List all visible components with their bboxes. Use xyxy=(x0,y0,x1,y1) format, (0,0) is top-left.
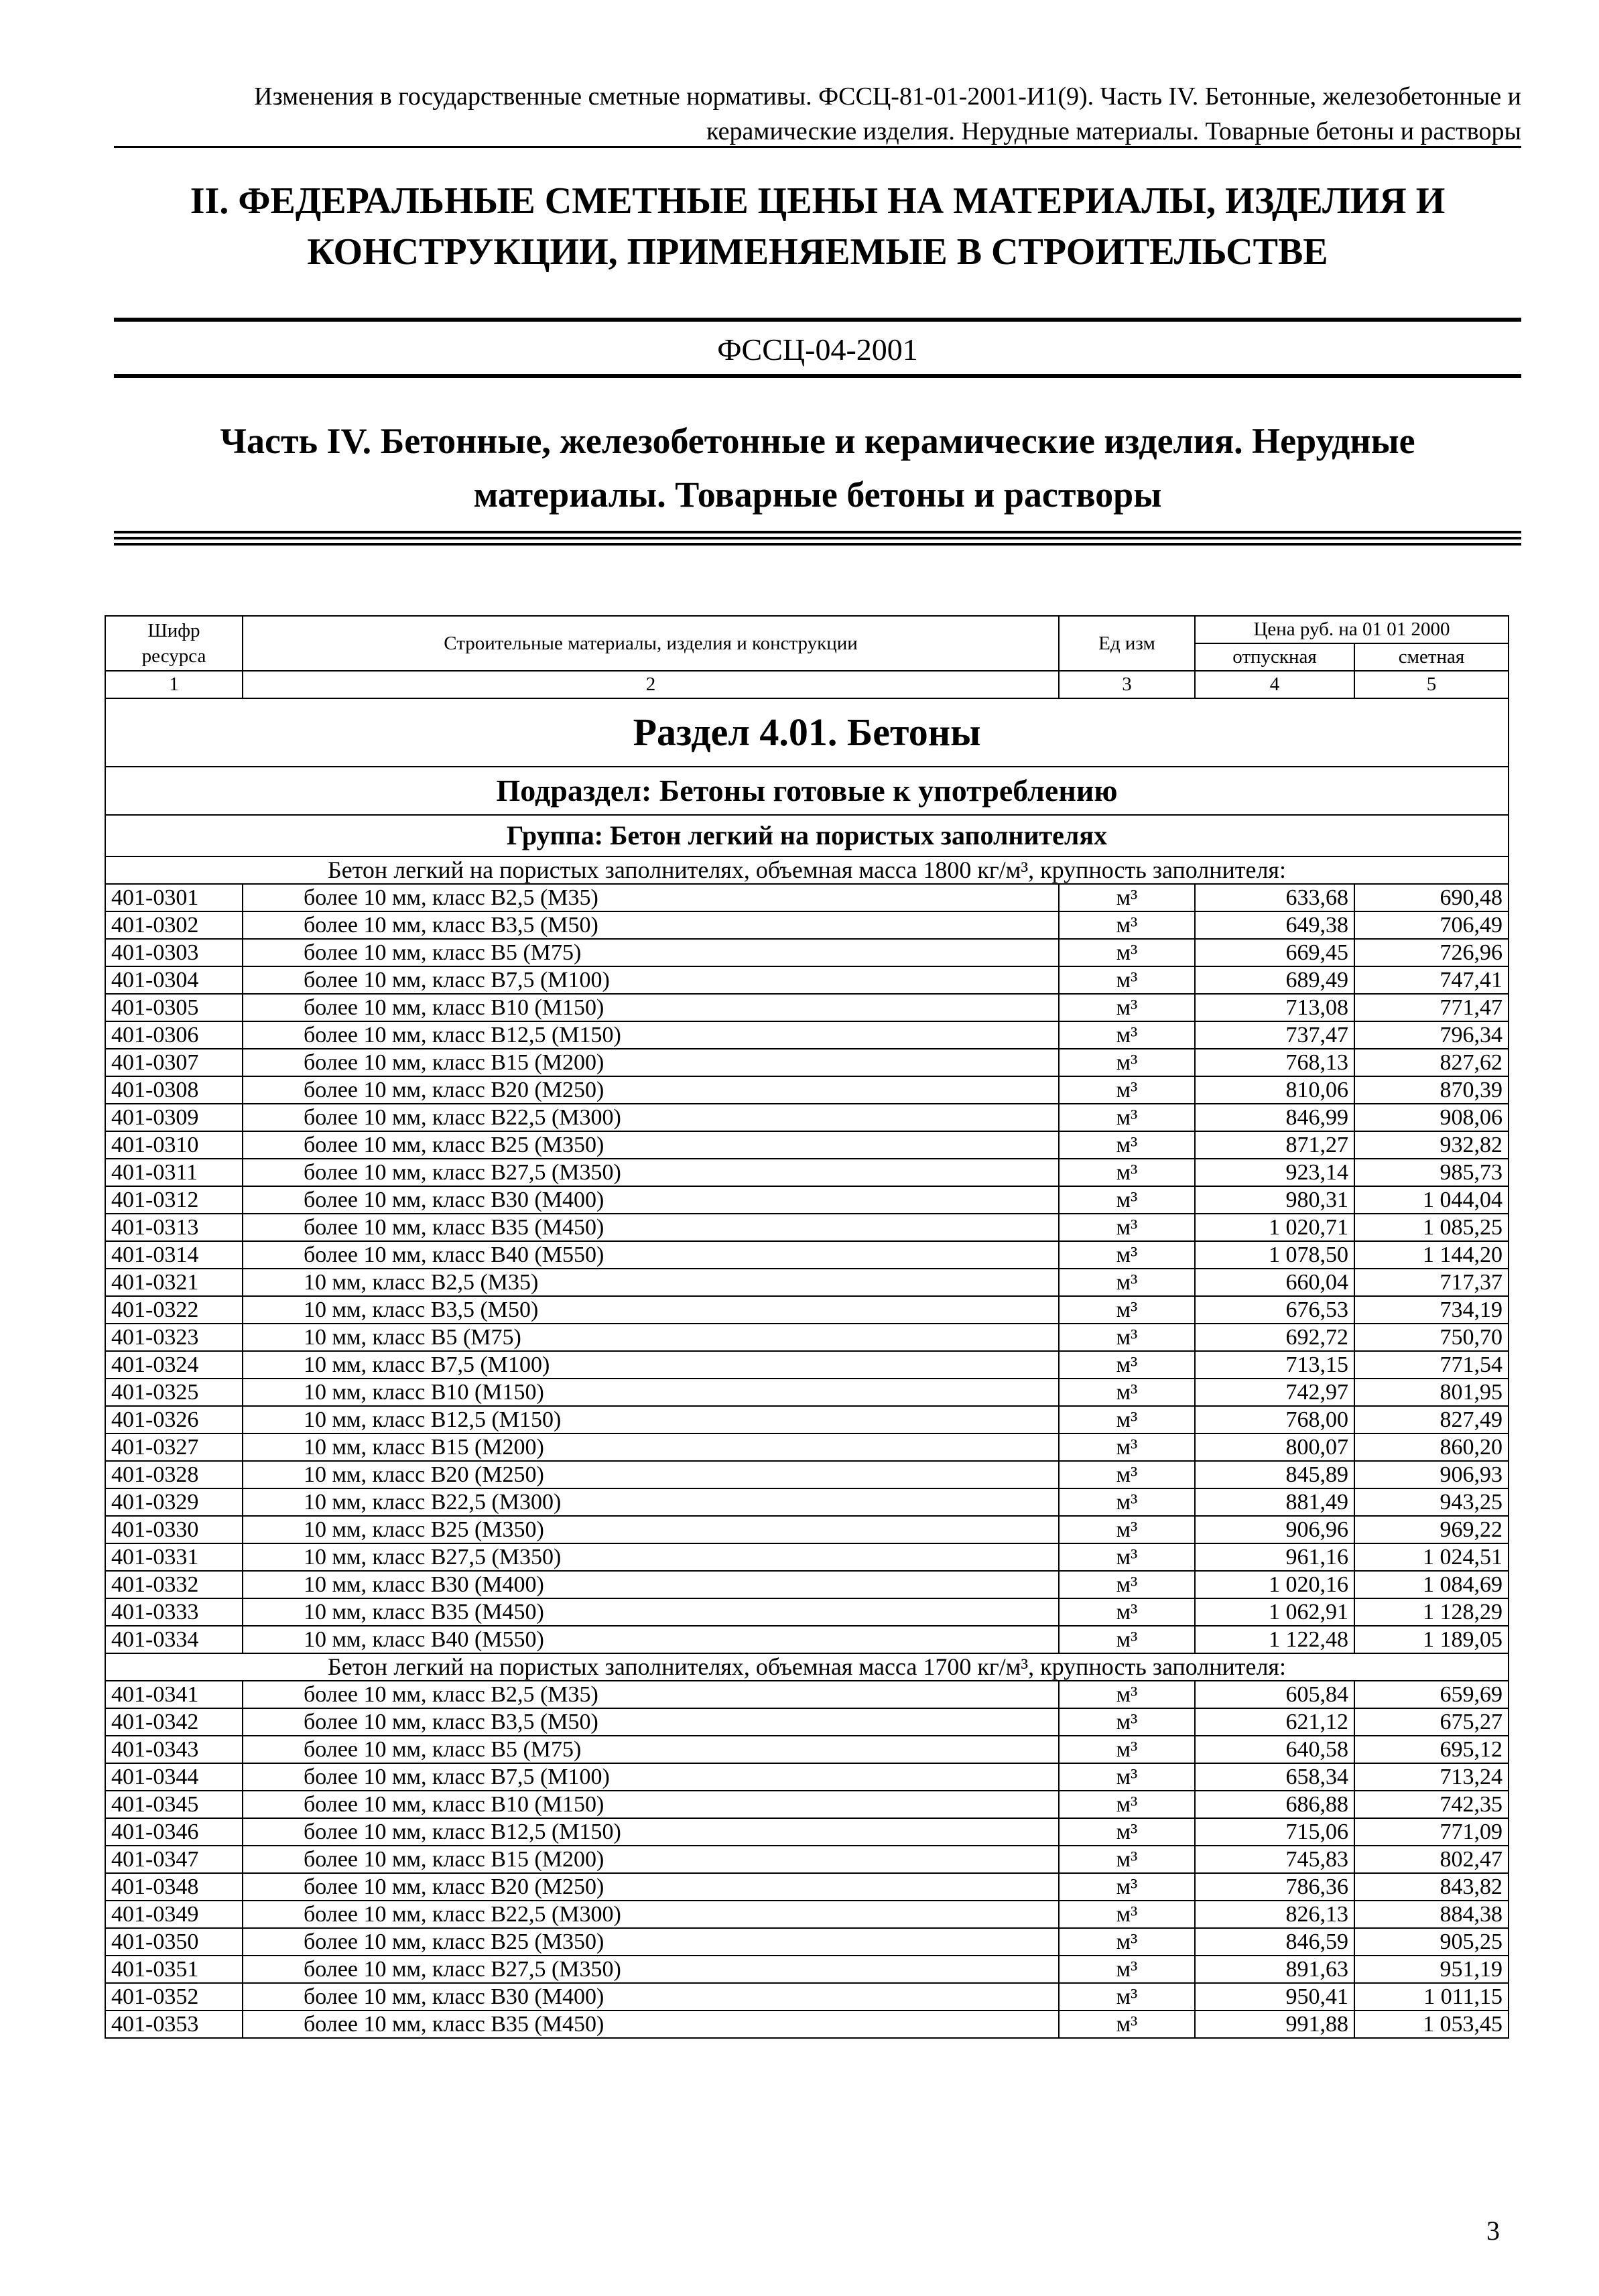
resource-code: 401-0352 xyxy=(105,1983,243,2011)
table-row xyxy=(105,1379,1509,1406)
release-price: 906,96 xyxy=(1195,1516,1354,1543)
table-row xyxy=(105,1296,1509,1324)
material-name: 10 мм, класс В7,5 (М100) xyxy=(243,1351,1059,1379)
release-price: 980,31 xyxy=(1195,1186,1354,1214)
resource-code: 401-0350 xyxy=(105,1928,243,1956)
estimate-price: 827,62 xyxy=(1354,1049,1509,1076)
resource-code: 401-0313 xyxy=(105,1214,243,1241)
resource-code: 401-0341 xyxy=(105,1681,243,1708)
release-price: 1 020,16 xyxy=(1195,1571,1354,1598)
estimate-price: 717,37 xyxy=(1354,1269,1509,1296)
estimate-price: 747,41 xyxy=(1354,966,1509,994)
release-price: 991,88 xyxy=(1195,2011,1354,2038)
material-name: более 10 мм, класс В30 (М400) xyxy=(243,1186,1059,1214)
table-row xyxy=(105,1543,1509,1571)
table-row xyxy=(105,1049,1509,1076)
estimate-price: 713,24 xyxy=(1354,1763,1509,1791)
description-row: Бетон легкий на пористых заполнителях, объемная масса 1700 кг/м³, крупность заполнителя: xyxy=(105,1653,1509,1681)
estimate-price: 843,82 xyxy=(1354,1873,1509,1901)
code-title: ФССЦ-04-2001 xyxy=(717,332,918,367)
resource-code: 401-0323 xyxy=(105,1324,243,1351)
part-title-rule-group xyxy=(114,531,1521,547)
release-price: 689,49 xyxy=(1195,966,1354,994)
material-name: более 10 мм, класс В25 (М350) xyxy=(243,1131,1059,1159)
release-price: 660,04 xyxy=(1195,1269,1354,1296)
estimate-price: 951,19 xyxy=(1354,1956,1509,1983)
release-price: 658,34 xyxy=(1195,1763,1354,1791)
resource-code: 401-0312 xyxy=(105,1186,243,1214)
resource-code: 401-0347 xyxy=(105,1846,243,1873)
material-name: более 10 мм, класс В7,5 (М100) xyxy=(243,966,1059,994)
release-price: 826,13 xyxy=(1195,1901,1354,1928)
material-name: более 10 мм, класс В10 (М150) xyxy=(243,1791,1059,1818)
resource-code: 401-0314 xyxy=(105,1241,243,1269)
material-name: более 10 мм, класс В35 (М450) xyxy=(243,2011,1059,2038)
table-row xyxy=(105,884,1509,911)
estimate-price: 659,69 xyxy=(1354,1681,1509,1708)
material-name: 10 мм, класс В3,5 (М50) xyxy=(243,1296,1059,1324)
resource-code: 401-0330 xyxy=(105,1516,243,1543)
table-row xyxy=(105,1598,1509,1626)
section-heading: Раздел 4.01. Бетоны xyxy=(105,698,1509,767)
table-row xyxy=(105,1076,1509,1104)
unit-cell: м³ xyxy=(1059,1021,1195,1049)
table-row xyxy=(105,1763,1509,1791)
material-name: более 10 мм, класс В15 (М200) xyxy=(243,1846,1059,1873)
section-title-line1: II. ФЕДЕРАЛЬНЫЕ СМЕТНЫЕ ЦЕНЫ НА МАТЕРИАЛЫ, ИЗДЕЛИЯ И xyxy=(190,180,1446,222)
unit-cell: м³ xyxy=(1059,1708,1195,1736)
table-row xyxy=(105,2011,1509,2038)
resource-code: 401-0348 xyxy=(105,1873,243,1901)
table-row xyxy=(105,1159,1509,1186)
unit-cell: м³ xyxy=(1059,1104,1195,1131)
resource-code: 401-0333 xyxy=(105,1598,243,1626)
estimate-price: 860,20 xyxy=(1354,1433,1509,1461)
estimate-price: 943,25 xyxy=(1354,1488,1509,1516)
estimate-price: 905,25 xyxy=(1354,1928,1509,1956)
release-price: 846,59 xyxy=(1195,1928,1354,1956)
resource-code: 401-0302 xyxy=(105,911,243,939)
unit-cell: м³ xyxy=(1059,911,1195,939)
release-price: 605,84 xyxy=(1195,1681,1354,1708)
table-row xyxy=(105,1433,1509,1461)
release-price: 742,97 xyxy=(1195,1379,1354,1406)
material-name: более 10 мм, класс В35 (М450) xyxy=(243,1214,1059,1241)
material-name: 10 мм, класс В30 (М400) xyxy=(243,1571,1059,1598)
release-price: 845,89 xyxy=(1195,1461,1354,1488)
resource-code: 401-0311 xyxy=(105,1159,243,1186)
resource-code: 401-0349 xyxy=(105,1901,243,1928)
release-price: 640,58 xyxy=(1195,1736,1354,1763)
resource-code: 401-0327 xyxy=(105,1433,243,1461)
table-row xyxy=(105,1241,1509,1269)
release-price: 846,99 xyxy=(1195,1104,1354,1131)
estimate-price: 906,93 xyxy=(1354,1461,1509,1488)
estimate-price: 734,19 xyxy=(1354,1296,1509,1324)
table-row xyxy=(105,994,1509,1021)
table-row xyxy=(105,1488,1509,1516)
table-row xyxy=(105,1516,1509,1543)
release-price: 800,07 xyxy=(1195,1433,1354,1461)
estimate-price: 706,49 xyxy=(1354,911,1509,939)
table-row xyxy=(105,1571,1509,1598)
unit-cell: м³ xyxy=(1059,1351,1195,1379)
material-name: более 10 мм, класс В25 (М350) xyxy=(243,1928,1059,1956)
table-row xyxy=(105,1818,1509,1846)
resource-code: 401-0331 xyxy=(105,1543,243,1571)
table-row xyxy=(105,1736,1509,1763)
material-name: более 10 мм, класс В3,5 (М50) xyxy=(243,911,1059,939)
estimate-price: 932,82 xyxy=(1354,1131,1509,1159)
release-price: 768,00 xyxy=(1195,1406,1354,1433)
estimate-price: 1 044,04 xyxy=(1354,1186,1509,1214)
unit-cell: м³ xyxy=(1059,1791,1195,1818)
unit-cell: м³ xyxy=(1059,1818,1195,1846)
estimate-price: 1 053,45 xyxy=(1354,2011,1509,2038)
running-header xyxy=(114,79,1521,149)
table-row xyxy=(105,1351,1509,1379)
resource-code: 401-0307 xyxy=(105,1049,243,1076)
part-title xyxy=(114,414,1521,521)
unit-cell: м³ xyxy=(1059,1571,1195,1598)
estimate-price: 1 189,05 xyxy=(1354,1626,1509,1653)
unit-cell: м³ xyxy=(1059,1956,1195,1983)
material-name: более 10 мм, класс В15 (М200) xyxy=(243,1049,1059,1076)
resource-code: 401-0353 xyxy=(105,2011,243,2038)
table-row xyxy=(105,1791,1509,1818)
column-number: 3 xyxy=(1059,671,1195,698)
table-row xyxy=(105,1708,1509,1736)
unit-cell: м³ xyxy=(1059,939,1195,966)
material-name: 10 мм, класс В10 (М150) xyxy=(243,1379,1059,1406)
unit-cell: м³ xyxy=(1059,1901,1195,1928)
unit-cell: м³ xyxy=(1059,1214,1195,1241)
unit-cell: м³ xyxy=(1059,1159,1195,1186)
unit-cell: м³ xyxy=(1059,1763,1195,1791)
column-number: 5 xyxy=(1354,671,1509,698)
unit-cell: м³ xyxy=(1059,1681,1195,1708)
resource-code: 401-0304 xyxy=(105,966,243,994)
release-price: 745,83 xyxy=(1195,1846,1354,1873)
table-row xyxy=(105,1186,1509,1214)
material-name: более 10 мм, класс В20 (М250) xyxy=(243,1873,1059,1901)
release-price: 950,41 xyxy=(1195,1983,1354,2011)
material-name: 10 мм, класс В22,5 (М300) xyxy=(243,1488,1059,1516)
table-row xyxy=(105,1928,1509,1956)
material-name: более 10 мм, класс В2,5 (М35) xyxy=(243,884,1059,911)
resource-code: 401-0334 xyxy=(105,1626,243,1653)
estimate-price: 750,70 xyxy=(1354,1324,1509,1351)
estimate-price: 870,39 xyxy=(1354,1076,1509,1104)
estimate-price: 969,22 xyxy=(1354,1516,1509,1543)
unit-cell: м³ xyxy=(1059,1461,1195,1488)
release-price: 1 122,48 xyxy=(1195,1626,1354,1653)
table-row xyxy=(105,1846,1509,1873)
material-name: более 10 мм, класс В7,5 (М100) xyxy=(243,1763,1059,1791)
unit-cell: м³ xyxy=(1059,1324,1195,1351)
release-price: 713,15 xyxy=(1195,1351,1354,1379)
resource-code: 401-0309 xyxy=(105,1104,243,1131)
release-price: 737,47 xyxy=(1195,1021,1354,1049)
unit-cell: м³ xyxy=(1059,1516,1195,1543)
release-price: 669,45 xyxy=(1195,939,1354,966)
resource-code: 401-0308 xyxy=(105,1076,243,1104)
column-number: 2 xyxy=(243,671,1059,698)
code-title-bottom-rule xyxy=(114,374,1521,378)
group-heading: Группа: Бетон легкий на пористых заполнителях xyxy=(105,815,1509,856)
resource-code: 401-0310 xyxy=(105,1131,243,1159)
unit-cell: м³ xyxy=(1059,1076,1195,1104)
release-price: 692,72 xyxy=(1195,1324,1354,1351)
table-row xyxy=(105,1131,1509,1159)
material-name: более 10 мм, класс В30 (М400) xyxy=(243,1983,1059,2011)
estimate-price: 1 011,15 xyxy=(1354,1983,1509,2011)
release-price: 961,16 xyxy=(1195,1543,1354,1571)
material-name: более 10 мм, класс В20 (М250) xyxy=(243,1076,1059,1104)
subsection-heading: Подраздел: Бетоны готовые к употреблению xyxy=(105,767,1509,815)
running-header-line1: Изменения в государственные сметные нормативы. ФССЦ-81-01-2001-И1(9). Часть IV. Бетонные, железобетонные и xyxy=(254,82,1521,111)
estimate-price: 827,49 xyxy=(1354,1406,1509,1433)
material-name: 10 мм, класс В20 (М250) xyxy=(243,1461,1059,1488)
estimate-price: 1 144,20 xyxy=(1354,1241,1509,1269)
estimate-price: 1 128,29 xyxy=(1354,1598,1509,1626)
unit-cell: м³ xyxy=(1059,1406,1195,1433)
release-price: 1 062,91 xyxy=(1195,1598,1354,1626)
material-name: более 10 мм, класс В22,5 (М300) xyxy=(243,1901,1059,1928)
material-name: более 10 мм, класс В12,5 (М150) xyxy=(243,1818,1059,1846)
header-release: отпускная xyxy=(1195,643,1354,671)
resource-code: 401-0343 xyxy=(105,1736,243,1763)
estimate-price: 690,48 xyxy=(1354,884,1509,911)
release-price: 881,49 xyxy=(1195,1488,1354,1516)
table-row xyxy=(105,1461,1509,1488)
material-name: 10 мм, класс В35 (М450) xyxy=(243,1598,1059,1626)
table-row xyxy=(105,939,1509,966)
estimate-price: 771,09 xyxy=(1354,1818,1509,1846)
resource-code: 401-0322 xyxy=(105,1296,243,1324)
table-row xyxy=(105,1104,1509,1131)
material-name: 10 мм, класс В15 (М200) xyxy=(243,1433,1059,1461)
table-row xyxy=(105,966,1509,994)
resource-code: 401-0329 xyxy=(105,1488,243,1516)
header-code: Шифр ресурса xyxy=(105,616,243,671)
release-price: 810,06 xyxy=(1195,1076,1354,1104)
material-name: 10 мм, класс В2,5 (М35) xyxy=(243,1269,1059,1296)
unit-cell: м³ xyxy=(1059,1379,1195,1406)
header-price: Цена руб. на 01 01 2000 xyxy=(1195,616,1509,643)
release-price: 621,12 xyxy=(1195,1708,1354,1736)
estimate-price: 742,35 xyxy=(1354,1791,1509,1818)
release-price: 713,08 xyxy=(1195,994,1354,1021)
resource-code: 401-0332 xyxy=(105,1571,243,1598)
part-title-line1: Часть IV. Бетонные, железобетонные и керамические изделия. Нерудные xyxy=(220,421,1415,461)
release-price: 1 078,50 xyxy=(1195,1241,1354,1269)
header-estimate: сметная xyxy=(1354,643,1509,671)
unit-cell: м³ xyxy=(1059,1983,1195,2011)
table-row xyxy=(105,1956,1509,1983)
release-price: 786,36 xyxy=(1195,1873,1354,1901)
resource-code: 401-0344 xyxy=(105,1763,243,1791)
release-price: 649,38 xyxy=(1195,911,1354,939)
header-name: Строительные материалы, изделия и конструкции xyxy=(243,616,1059,671)
unit-cell: м³ xyxy=(1059,1131,1195,1159)
part-title-line2: материалы. Товарные бетоны и растворы xyxy=(473,474,1162,515)
resource-code: 401-0303 xyxy=(105,939,243,966)
unit-cell: м³ xyxy=(1059,2011,1195,2038)
estimate-price: 1 024,51 xyxy=(1354,1543,1509,1571)
material-name: более 10 мм, класс В2,5 (М35) xyxy=(243,1681,1059,1708)
resource-code: 401-0306 xyxy=(105,1021,243,1049)
material-name: более 10 мм, класс В12,5 (М150) xyxy=(243,1021,1059,1049)
table-row xyxy=(105,1901,1509,1928)
table-row xyxy=(105,1983,1509,2011)
estimate-price: 908,06 xyxy=(1354,1104,1509,1131)
release-price: 891,63 xyxy=(1195,1956,1354,1983)
section-title-line2: КОНСТРУКЦИИ, ПРИМЕНЯЕМЫЕ В СТРОИТЕЛЬСТВЕ xyxy=(307,231,1328,273)
unit-cell: м³ xyxy=(1059,1543,1195,1571)
unit-cell: м³ xyxy=(1059,1433,1195,1461)
material-name: более 10 мм, класс В27,5 (М350) xyxy=(243,1159,1059,1186)
page-number: 3 xyxy=(1486,2216,1500,2246)
resource-code: 401-0325 xyxy=(105,1379,243,1406)
material-name: 10 мм, класс В25 (М350) xyxy=(243,1516,1059,1543)
resource-code: 401-0326 xyxy=(105,1406,243,1433)
resource-code: 401-0305 xyxy=(105,994,243,1021)
resource-code: 401-0346 xyxy=(105,1818,243,1846)
estimate-price: 796,34 xyxy=(1354,1021,1509,1049)
column-number: 4 xyxy=(1195,671,1354,698)
estimate-price: 695,12 xyxy=(1354,1736,1509,1763)
table-row xyxy=(105,1324,1509,1351)
table-row xyxy=(105,911,1509,939)
unit-cell: м³ xyxy=(1059,1186,1195,1214)
estimate-price: 1 085,25 xyxy=(1354,1214,1509,1241)
table-row xyxy=(105,1681,1509,1708)
release-price: 768,13 xyxy=(1195,1049,1354,1076)
description-row: Бетон легкий на пористых заполнителях, объемная масса 1800 кг/м³, крупность заполнителя: xyxy=(105,856,1509,884)
estimate-price: 884,38 xyxy=(1354,1901,1509,1928)
unit-cell: м³ xyxy=(1059,966,1195,994)
material-name: более 10 мм, класс В27,5 (М350) xyxy=(243,1956,1059,1983)
release-price: 923,14 xyxy=(1195,1159,1354,1186)
release-price: 1 020,71 xyxy=(1195,1214,1354,1241)
resource-code: 401-0301 xyxy=(105,884,243,911)
table-row xyxy=(105,1021,1509,1049)
column-number: 1 xyxy=(105,671,243,698)
material-name: 10 мм, класс В12,5 (М150) xyxy=(243,1406,1059,1433)
estimate-price: 985,73 xyxy=(1354,1159,1509,1186)
estimate-price: 801,95 xyxy=(1354,1379,1509,1406)
running-header-line2: керамические изделия. Нерудные материалы. Товарные бетоны и растворы xyxy=(706,117,1521,145)
resource-code: 401-0321 xyxy=(105,1269,243,1296)
release-price: 633,68 xyxy=(1195,884,1354,911)
resource-code: 401-0324 xyxy=(105,1351,243,1379)
resource-code: 401-0342 xyxy=(105,1708,243,1736)
material-name: более 10 мм, класс В22,5 (М300) xyxy=(243,1104,1059,1131)
release-price: 871,27 xyxy=(1195,1131,1354,1159)
table-row xyxy=(105,1214,1509,1241)
material-name: 10 мм, класс В40 (М550) xyxy=(243,1626,1059,1653)
code-title-top-rule xyxy=(114,318,1521,322)
unit-cell: м³ xyxy=(1059,1928,1195,1956)
estimate-price: 675,27 xyxy=(1354,1708,1509,1736)
release-price: 676,53 xyxy=(1195,1296,1354,1324)
resource-code: 401-0328 xyxy=(105,1461,243,1488)
unit-cell: м³ xyxy=(1059,1296,1195,1324)
release-price: 715,06 xyxy=(1195,1818,1354,1846)
estimate-price: 771,47 xyxy=(1354,994,1509,1021)
unit-cell: м³ xyxy=(1059,1846,1195,1873)
unit-cell: м³ xyxy=(1059,1736,1195,1763)
unit-cell: м³ xyxy=(1059,884,1195,911)
material-name: более 10 мм, класс В5 (М75) xyxy=(243,939,1059,966)
unit-cell: м³ xyxy=(1059,1488,1195,1516)
table-row xyxy=(105,1873,1509,1901)
resource-code: 401-0351 xyxy=(105,1956,243,1983)
table-row xyxy=(105,1406,1509,1433)
estimate-price: 1 084,69 xyxy=(1354,1571,1509,1598)
unit-cell: м³ xyxy=(1059,994,1195,1021)
material-name: более 10 мм, класс В40 (М550) xyxy=(243,1241,1059,1269)
material-name: более 10 мм, класс В10 (М150) xyxy=(243,994,1059,1021)
header-unit: Ед изм xyxy=(1059,616,1195,671)
release-price: 686,88 xyxy=(1195,1791,1354,1818)
price-table xyxy=(105,615,1509,2039)
estimate-price: 771,54 xyxy=(1354,1351,1509,1379)
unit-cell: м³ xyxy=(1059,1873,1195,1901)
estimate-price: 726,96 xyxy=(1354,939,1509,966)
header-rule xyxy=(114,146,1521,148)
material-name: 10 мм, класс В27,5 (М350) xyxy=(243,1543,1059,1571)
section-title xyxy=(114,176,1521,277)
unit-cell: м³ xyxy=(1059,1049,1195,1076)
estimate-price: 802,47 xyxy=(1354,1846,1509,1873)
unit-cell: м³ xyxy=(1059,1269,1195,1296)
table-row xyxy=(105,1626,1509,1653)
unit-cell: м³ xyxy=(1059,1598,1195,1626)
material-name: более 10 мм, класс В3,5 (М50) xyxy=(243,1708,1059,1736)
unit-cell: м³ xyxy=(1059,1626,1195,1653)
table-row xyxy=(105,1269,1509,1296)
unit-cell: м³ xyxy=(1059,1241,1195,1269)
material-name: более 10 мм, класс В5 (М75) xyxy=(243,1736,1059,1763)
resource-code: 401-0345 xyxy=(105,1791,243,1818)
material-name: 10 мм, класс В5 (М75) xyxy=(243,1324,1059,1351)
